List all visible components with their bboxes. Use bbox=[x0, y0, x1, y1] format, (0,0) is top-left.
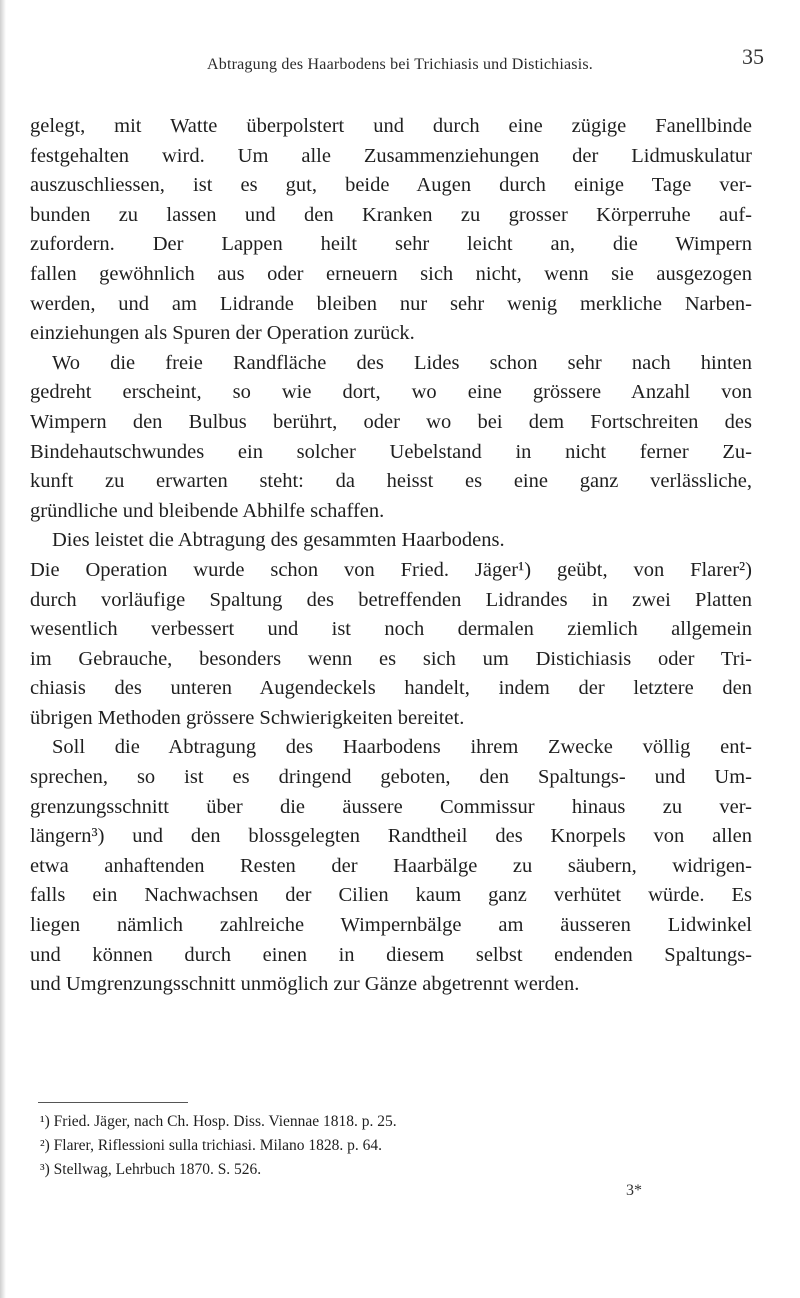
paragraph-start: Dies leistet die Abtragung des gesammten Haarbodens. bbox=[52, 529, 505, 552]
text-line: einziehungen als Spuren der Operation zurück. bbox=[30, 322, 415, 345]
text-line: bunden zu lassen und den Kranken zu grosser Körperruhe auf- bbox=[30, 203, 752, 226]
text-line: falls ein Nachwachsen der Cilien kaum ganz verhütet würde. Es bbox=[30, 884, 752, 907]
text-line: grenzungsschnitt über die äussere Commissur hinaus zu ver- bbox=[30, 795, 752, 818]
text-line: gründliche und bleibende Abhilfe schaffen. bbox=[30, 499, 385, 522]
text-line: Bindehautschwundes ein solcher Uebelstand in nicht ferner Zu- bbox=[30, 440, 752, 463]
text-line: festgehalten wird. Um alle Zusammenziehungen der Lidmuskulatur bbox=[30, 144, 752, 167]
running-header: Abtragung des Haarbodens bei Trichiasis und Distichiasis. bbox=[206, 56, 594, 73]
text-line: und Umgrenzungsschnitt unmöglich zur Gänze abgetrennt werden. bbox=[30, 973, 580, 996]
signature-mark: 3* bbox=[626, 1182, 642, 1199]
text-line: im Gebrauche, besonders wenn es sich um Distichiasis oder Tri- bbox=[30, 647, 752, 670]
text-line: gelegt, mit Watte überpolstert und durch eine zügige Fanellbinde bbox=[30, 115, 752, 137]
text-line: übrigen Methoden grössere Schwierigkeiten bereitet. bbox=[30, 706, 465, 729]
text-line: werden, und am Lidrande bleiben nur sehr wenig merkliche Narben- bbox=[30, 292, 752, 315]
text-line: längern³) und den blossgelegten Randtheil des Knorpels von allen bbox=[30, 825, 752, 848]
paragraph-start: Wo die freie Randfläche des Lides schon sehr nach hinten bbox=[52, 351, 752, 374]
text-line: und können durch einen in diesem selbst endenden Spaltungs- bbox=[30, 943, 752, 966]
text-line: zufordern. Der Lappen heilt sehr leicht an, die Wimpern bbox=[30, 233, 752, 256]
text-line: kunft zu erwarten steht: da heisst es eine ganz verlässliche, bbox=[30, 470, 752, 493]
text-line: sprechen, so ist es dringend geboten, den Spaltungs- und Um- bbox=[30, 766, 752, 789]
page-number: 35 bbox=[742, 44, 764, 69]
footnote-divider bbox=[38, 1102, 188, 1103]
text-line: auszuschliessen, ist es gut, beide Augen durch einige Tage ver- bbox=[30, 174, 752, 197]
body-text bbox=[30, 112, 752, 1000]
footnote: ²) Flarer, Riflessioni sulla trichiasi. Milano 1828. p. 64. bbox=[40, 1137, 382, 1154]
text-line: wesentlich verbessert und ist noch dermalen ziemlich allgemein bbox=[30, 618, 752, 641]
text-line: etwa anhaftenden Resten der Haarbälge zu säubern, widrigen- bbox=[30, 854, 752, 877]
text-line: chiasis des unteren Augendeckels handelt, indem der letztere den bbox=[30, 677, 752, 700]
text-line: gedreht erscheint, so wie dort, wo eine grössere Anzahl von bbox=[30, 381, 752, 404]
footnote: ¹) Fried. Jäger, nach Ch. Hosp. Diss. Viennae 1818. p. 25. bbox=[40, 1113, 397, 1130]
page-edge-shadow bbox=[0, 0, 6, 1298]
paragraph-start: Soll die Abtragung des Haarbodens ihrem Zwecke völlig ent- bbox=[52, 736, 752, 759]
text-line: durch vorläufige Spaltung des betreffenden Lidrandes in zwei Platten bbox=[30, 588, 752, 611]
text-line: fallen gewöhnlich aus oder erneuern sich nicht, wenn sie ausgezogen bbox=[30, 262, 752, 285]
footnotes bbox=[40, 1110, 740, 1182]
text-line: Wimpern den Bulbus berührt, oder wo bei dem Fortschreiten des bbox=[30, 410, 752, 433]
text-line: Die Operation wurde schon von Fried. Jäger¹) geübt, von Flarer²) bbox=[30, 558, 752, 581]
text-line: liegen nämlich zahlreiche Wimpernbälge am äusseren Lidwinkel bbox=[30, 914, 752, 937]
footnote: ³) Stellwag, Lehrbuch 1870. S. 526. bbox=[40, 1161, 262, 1178]
